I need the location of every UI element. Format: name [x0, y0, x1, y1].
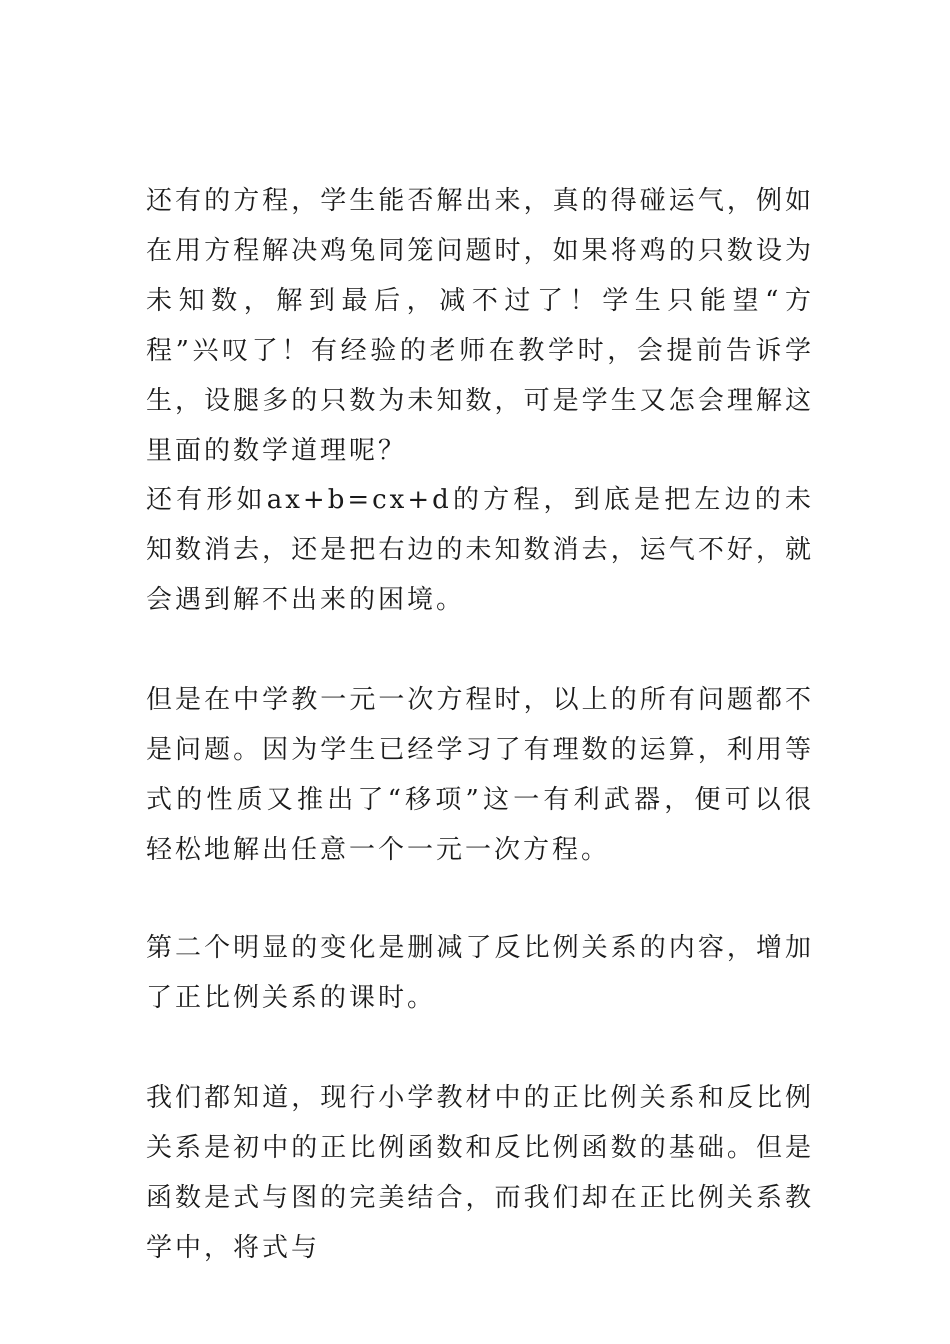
paragraph-4: 第二个明显的变化是删减了反比例关系的内容，增加了正比例关系的课时。 — [146, 933, 814, 1013]
paragraph-5: 我们都知道，现行小学教材中的正比例关系和反比例关系是初中的正比例函数和反比例函数的基础。但是函数是式与图的完美结合，而我们却在正比例关系教学中，将式与 — [146, 1083, 814, 1263]
paragraph-3: 但是在中学教一元一次方程时，以上的所有问题都不是问题。因为学生已经学习了有理数的运算，利用等式的性质又推出了“移项”这一有利武器，便可以很轻松地解出任意一个一元一次方程。 — [146, 685, 814, 865]
paragraph-2: 还有形如ax+b=cx+d的方程，到底是把左边的未知数消去，还是把右边的未知数消去，运气不好，就会遇到解不出来的困境。 — [146, 485, 814, 615]
paragraph-1: 还有的方程，学生能否解出来，真的得碰运气，例如在用方程解决鸡兔同笼问题时，如果将鸡的只数设为未知数，解到最后，减不过了！学生只能望“方程”兴叹了！有经验的老师在教学时，会提前告诉学生，设腿多的只数为未知数，可是学生又怎会理解这里面的数学道理呢？ — [146, 186, 814, 466]
